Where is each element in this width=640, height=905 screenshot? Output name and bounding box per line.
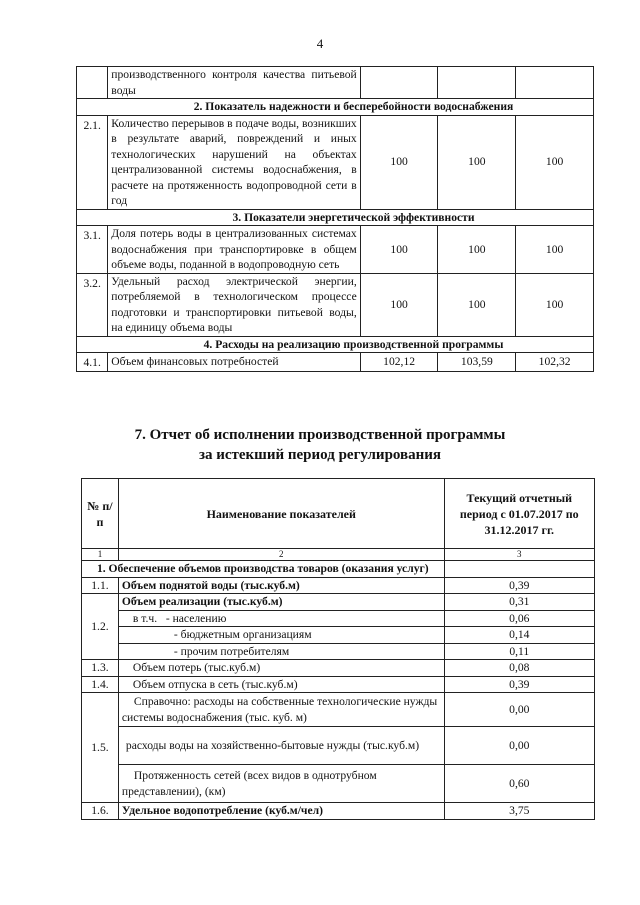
- table-row: 1.2. Объем реализации (тыс.куб.м) 0,31: [82, 594, 595, 611]
- row-number: 3.1.: [77, 226, 108, 274]
- value-cell: 100: [516, 273, 594, 336]
- table-row: [77, 273, 594, 336]
- row-text: Объем финансовых потребностей: [108, 353, 360, 372]
- value-cell: 100: [438, 226, 516, 274]
- section-title: 2. Показатель надежности и бесперебойности водоснабжения: [77, 99, 594, 116]
- row-number: 2.1.: [77, 115, 108, 209]
- value-cell: 103,59: [438, 353, 516, 372]
- page-number: 4: [316, 36, 324, 51]
- header-name: Наименование показателей: [118, 479, 444, 549]
- report-table: [81, 478, 595, 820]
- group-title: 1. Обеспечение объемов производства товаров (оказания услуг): [82, 561, 445, 578]
- row-number: 4.1.: [77, 353, 108, 372]
- row-text: Количество перерывов в подаче воды, возникших в результате аварий, повреждений и иных технологических нарушений на объектах централизованной системы водоснабжения, в расчете на протяженность водопроводной сети в год: [108, 115, 360, 209]
- table-row: - бюджетным организациям 0,14: [82, 627, 595, 644]
- value-cell: 100: [360, 273, 438, 336]
- row-number: 3.2.: [77, 273, 108, 336]
- header-period: Текущий отчетный период с 01.07.2017 по 31.12.2017 гг.: [444, 479, 594, 549]
- value-cell: 100: [438, 115, 516, 209]
- table-row: 1.5. Справочно: расходы на собственные технологические нужды системы водоснабжения (тыс. куб. м) 0,00: [82, 693, 595, 727]
- value-cell: 102,32: [516, 353, 594, 372]
- value-cell: 102,12: [360, 353, 438, 372]
- table-row: [77, 67, 594, 99]
- table-row: [77, 115, 594, 209]
- section-title: 3. Показатели энергетической эффективности: [77, 209, 594, 226]
- table-row: [77, 226, 594, 274]
- table-row: Протяженность сетей (всех видов в однотрубном представлении), (км) 0,60: [82, 765, 595, 803]
- section-title: 4. Расходы на реализацию производственной программы: [77, 336, 594, 353]
- header-num: № п/п: [82, 479, 119, 549]
- table-row: - прочим потребителям 0,11: [82, 643, 595, 660]
- table-row: 1.4. Объем отпуска в сеть (тыс.куб.м) 0,39: [82, 676, 595, 693]
- row-text: производственного контроля качества питьевой воды: [108, 67, 360, 99]
- value-cell: 100: [516, 226, 594, 274]
- row-text: Удельный расход электрической энергии, потребляемой в технологическом процессе подготовки и транспортировки питьевой воды, на единицу объема воды: [108, 273, 360, 336]
- group-title-row: [82, 561, 595, 578]
- table-row: [77, 353, 594, 372]
- table-row: в т.ч. - населению 0,06: [82, 610, 595, 627]
- index-row: 1 2 3: [82, 549, 595, 561]
- table-row: 1.6. Удельное водопотребление (куб.м/чел) 3,75: [82, 803, 595, 820]
- header-row: [82, 479, 595, 549]
- table-row: 1.3. Объем потерь (тыс.куб.м) 0,08: [82, 660, 595, 677]
- indicators-table: [76, 66, 594, 372]
- value-cell: 100: [438, 273, 516, 336]
- section-7-title: 7. Отчет об исполнении производственной программы: [134, 427, 506, 443]
- value-cell: 100: [360, 226, 438, 274]
- row-text: Доля потерь воды в централизованных системах водоснабжения при транспортировке в общем объеме воды, поданной в водопроводную сеть: [108, 226, 360, 274]
- table-row: 1.1. Объем поднятой воды (тыс.куб.м) 0,39: [82, 577, 595, 594]
- section-7-subtitle: за истекший период регулирования: [198, 447, 442, 463]
- value-cell: 100: [360, 115, 438, 209]
- value-cell: 100: [516, 115, 594, 209]
- table-row: расходы воды на хозяйственно-бытовые нужды (тыс.куб.м) 0,00: [82, 727, 595, 765]
